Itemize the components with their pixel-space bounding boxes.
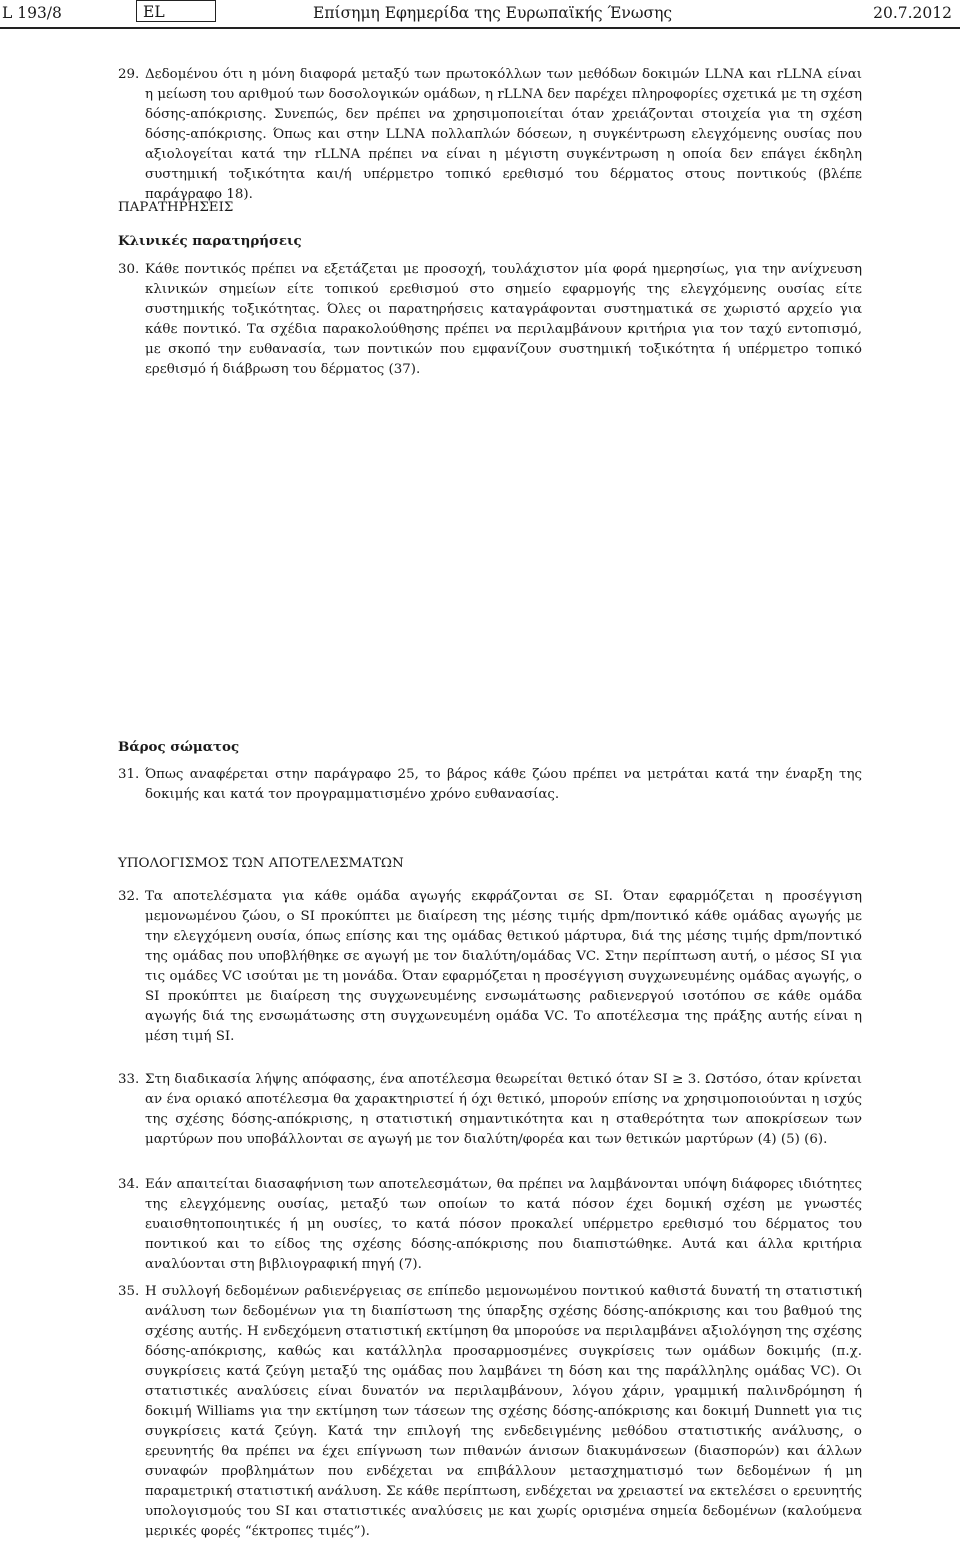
paragraph-35 bbox=[118, 1282, 862, 1542]
header-rule bbox=[0, 27, 960, 29]
paragraph-text: Κάθε ποντικός πρέπει να εξετάζεται με προσοχή, τουλάχιστον μία φορά ημερησίως, για την ανίχνευση κλινικών σημείων είτε τοπικού ερεθισμού στο σημείο εφαρμογής της ελεγχόμενης ουσίας είτε συστημικής τοξικότητας. Όλες οι παρατηρήσεις καταγράφονται συστηματικά σε χωριστό αρχείο για κάθε ποντικό. Τα σχέδια παρακολούθησης πρέπει να περιλαμβάνουν κριτήρια για τον ταχύ εντοπισμό, με σκοπό την ευθανασία, των ποντικών που εμφανίζουν συστημική τοξικότητα ή υπέρμετρο τοπικό ερεθισμό ή διάβρωση του δέρματος (37). bbox=[145, 262, 862, 377]
language-badge: EL bbox=[136, 0, 216, 22]
paragraph-number: 34. bbox=[118, 1177, 140, 1192]
subheading-clinical: Κλινικές παρατηρήσεις bbox=[118, 233, 302, 249]
paragraph-text: Τα αποτελέσματα για κάθε ομάδα αγωγής εκφράζονται σε SI. Όταν εφαρμόζεται η προσέγγιση μεμονωμένου ζώου, ο SI προκύπτει με διαίρεση της μέσης τιμής dpm/ποντικό κάθε ομάδας αγωγής με την ελεγχόμενη ουσία, όπως επίσης και της ομάδας θετικού μάρτυρα, διά της μέσης τιμής dpm/ποντικό της ομάδας που υποβλήθηκε σε αγωγή με τον διαλύτη/ομάδας VC. Στην περίπτωση αυτή, ο μέσος SI για τις ομάδες VC ισούται με τη μονάδα. Όταν εφαρμόζεται η προσέγγιση συγχωνευμένης ομάδας αγωγής, ο SI προκύπτει με διαίρεση της συγχωνευμένης ενσωμάτωσης ραδιενεργού ισοτόπου σε κάθε ομάδα αγωγής διά της ενσωμάτωσης στη συγχωνευμένη ομάδα VC. Το αποτέλεσμα της πράξης αυτής είναι η μέση τιμή SI. bbox=[145, 889, 862, 1044]
paragraph-text: Η συλλογή δεδομένων ραδιενέργειας σε επίπεδο μεμονωμένου ποντικού καθιστά δυνατή τη στατιστική ανάλυση των δεδομένων για τη διαπίστωση της ύπαρξης σχέσης δόσης-απόκρισης και του βαθμού της σχέσης αυτής. Η ενδεχόμενη στατιστική εκτίμηση θα μπορούσε να περιλαμβάνει αξιολόγηση της σχέσης δόσης-απόκρισης, καθώς και κατάλληλα προσαρμοσμένες συγκρίσεις των ομάδων δοκιμής (π.χ. συγκρίσεις κατά ζεύγη μεταξύ της ομάδας που λαμβάνει τη δόση και της παράλληλης ομάδας VC). Οι στατιστικές αναλύσεις είναι δυνατόν να περιλαμβάνουν, λόγου χάριν, γραμμική παλινδρόμηση ή δοκιμή Williams για την εκτίμηση των τάσεων της σχέσης δόσης-απόκρισης και δοκιμή Dunnett για τις συγκρίσεις κατά ζεύγη. Κατά την επιλογή της ενδεδειγμένης μεθόδου στατιστικής ανάλυσης, ο ερευνητής θα πρέπει να έχει επίγνωση των πιθανών άνισων διακυμάνσεων (διασπορών) και άλλων συναφών προβλημάτων που ενδέχεται να επιβάλλουν μετασχηματισμό των δεδομένων ή μη παραμετρική στατιστική ανάλυση. Σε κάθε περίπτωση, ενδέχεται να χρειαστεί να εκτελέσει ο ερευνητής υπολογισμούς του SI και στατιστικές αναλύσεις με και χωρίς ορισμένα σημεία δεδομένων (καλούμενα μερικές φορές “έκτροπες τιμές”). bbox=[145, 1284, 862, 1539]
journal-title: Επίσημη Εφημερίδα της Ευρωπαϊκής Ένωσης bbox=[313, 4, 673, 22]
paragraph-number: 32. bbox=[118, 889, 140, 904]
paragraph-31 bbox=[118, 765, 862, 805]
paragraph-text: Εάν απαιτείται διασαφήνιση των αποτελεσμάτων, θα πρέπει να λαμβάνονται υπόψη διάφορες ιδιότητες της ελεγχόμενης ουσίας, μεταξύ των οποίων το κατά πόσον έχει δομική σχέση με γνωστές ευαισθητοποιητικές ή μη ουσίες, το κατά πόσον προκαλεί υπέρμετρο ερεθισμό του δέρματος του ποντικού και το είδος της σχέσης δόσης-απόκρισης που διαπιστώθηκε. Αυτά και άλλα κριτήρια αναλύονται στη βιβλιογραφική πηγή (7). bbox=[145, 1177, 862, 1272]
page-header bbox=[0, 0, 960, 30]
paragraph-text: Στη διαδικασία λήψης απόφασης, ένα αποτέλεσμα θεωρείται θετικό όταν SI ≥ 3. Ωστόσο, όταν κρίνεται αν ένα οριακό αποτέλεσμα θα χαρακτηριστεί ή όχι θετικό, μπορούν επίσης να χρησιμοποιούνται η ισχύς της σχέσης δόσης-απόκρισης, η στατιστική σημαντικότητα και η σταθερότητα των αποκρίσεων των μαρτύρων που υποβάλλονται σε αγωγή με τον διαλύτη/φορέα και των θετικών μαρτύρων (4) (5) (6). bbox=[145, 1072, 862, 1147]
paragraph-number: 30. bbox=[118, 262, 140, 277]
paragraph-number: 35. bbox=[118, 1284, 140, 1299]
paragraph-text: Όπως αναφέρεται στην παράγραφο 25, το βάρος κάθε ζώου πρέπει να μετράται κατά την έναρξη της δοκιμής και κατά τον προγραμματισμένο χρόνο ευθανασίας. bbox=[145, 767, 862, 802]
subheading-body-weight: Βάρος σώματος bbox=[118, 739, 240, 755]
publication-date: 20.7.2012 bbox=[873, 4, 952, 22]
paragraph-34 bbox=[118, 1175, 862, 1275]
page-reference: L 193/8 bbox=[2, 4, 62, 22]
paragraph-33 bbox=[118, 1070, 862, 1150]
paragraph-29 bbox=[118, 65, 862, 205]
paragraph-number: 33. bbox=[118, 1072, 140, 1087]
paragraph-text: Δεδομένου ότι η μόνη διαφορά μεταξύ των πρωτοκόλλων των μεθόδων δοκιμών LLNA και rLLNA είναι η μείωση του αριθμού των δοσολογικών ομάδων, η rLLNA δεν παρέχει πληροφορίες σχετικά με τη σχέση δόσης-απόκρισης. Συνεπώς, δεν πρέπει να χρησιμοποιείται όταν χρειάζονται στοιχεία για τη σχέση δόσης-απόκρισης. Όπως και στην LLNA πολλαπλών δόσεων, η συγκέντρωση ελεγχόμενης ουσίας που αξιολογείται κατά την rLLNA πρέπει να είναι η μέγιστη συγκέντρωση η οποία δεν επάγει έκδηλη συστημική τοξικότητα και/ή υπέρμετρο τοπικό ερεθισμό του δέρματος στους ποντικούς (βλέπε παράγραφο 18). bbox=[145, 67, 862, 202]
paragraph-number: 31. bbox=[118, 767, 140, 782]
paragraph-32 bbox=[118, 887, 862, 1047]
section-heading-observations: ΠΑΡΑΤΗΡΗΣΕΙΣ bbox=[118, 200, 234, 215]
paragraph-30 bbox=[118, 260, 862, 380]
section-heading-calculation: ΥΠΟΛΟΓΙΣΜΟΣ ΤΩΝ ΑΠΟΤΕΛΕΣΜΑΤΩΝ bbox=[118, 856, 404, 871]
paragraph-number: 29. bbox=[118, 67, 140, 82]
